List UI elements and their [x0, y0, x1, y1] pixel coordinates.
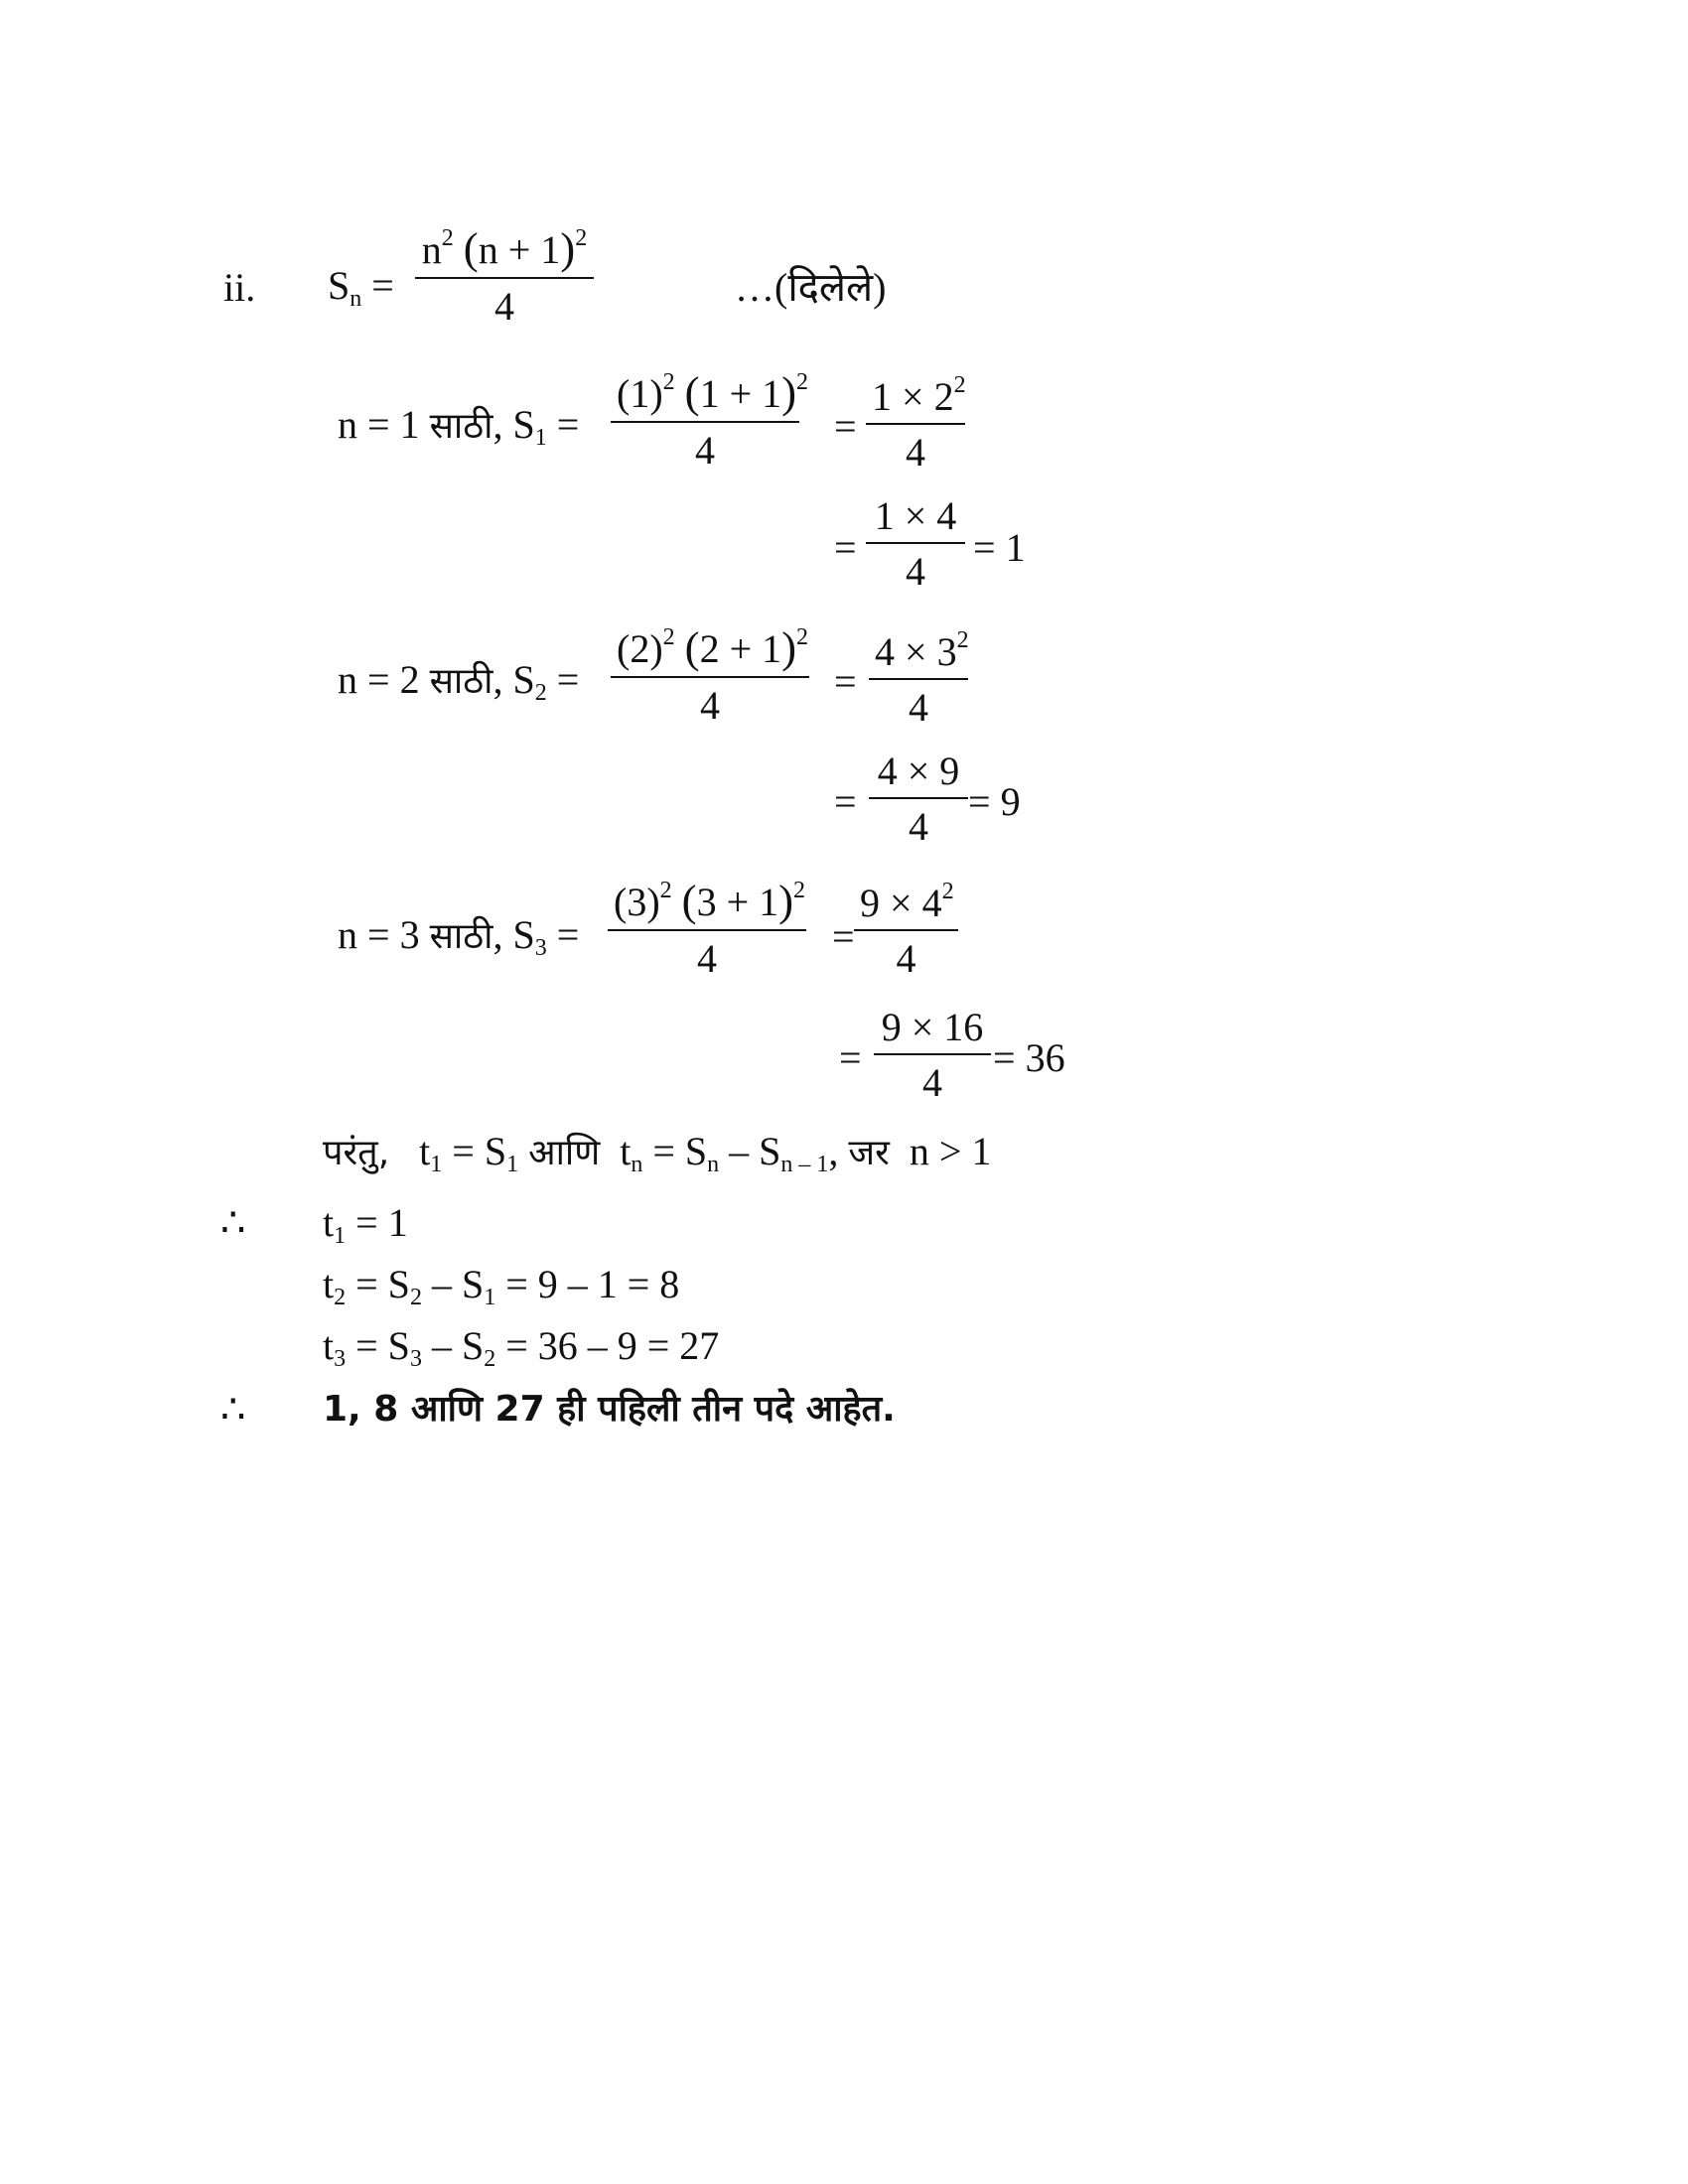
case-2-step2: $\frac{4 \times 9}{4}$: [869, 751, 968, 847]
case-2-fraction: $\frac{(2)^2 (2 + 1)^2}{4}$: [611, 625, 809, 726]
case-3-result: = 36: [993, 1035, 1065, 1080]
case-2-label: n = 2 साठी, $S_2$ =: [338, 657, 580, 707]
given-note: …(दिलेले): [735, 265, 887, 310]
term-1: $t_1 = 1$: [323, 1200, 408, 1250]
case-1-step2: $\frac{1 \times 4}{4}$: [866, 496, 965, 592]
sn-formula: $\frac{n^2 (n + 1)^2}{4}$: [415, 226, 594, 327]
term-3: $t_3 = S_3 - S_2 = 36 - 9 = 27$: [323, 1323, 720, 1373]
case-3-fraction: $\frac{(3)^2 (3 + 1)^2}{4}$: [608, 879, 806, 979]
case-3-step2: $\frac{9 \times 16}{4}$: [874, 1008, 991, 1103]
case-3-step: $\frac{9 \times 4^2}{4}$: [854, 884, 958, 979]
case-1-fraction: $\frac{(1)^2 (1 + 1)^2}{4}$: [611, 370, 799, 471]
case-1-label: n = 1 साठी, $S_1$ =: [338, 402, 580, 452]
case-2-step: $\frac{4 \times 3^2}{4}$: [869, 632, 968, 728]
item-label: ii.: [223, 265, 256, 310]
term-2: $t_2 = S_2 - S_1 = 9 - 1 = 8$: [323, 1262, 680, 1311]
conclusion: 1, 8 आणि 27 ही पहिली तीन पदे आहेत.: [323, 1389, 896, 1430]
case-1-step: $\frac{1 \times 2^2}{4}$: [866, 377, 965, 473]
therefore-symbol-2: ∴: [220, 1387, 246, 1432]
case-1-result: = 1: [973, 525, 1026, 570]
case-2-result: = 9: [968, 779, 1021, 824]
therefore-symbol-1: ∴: [220, 1200, 246, 1245]
case-3-label: n = 3 साठी, $S_3$ =: [338, 912, 580, 962]
sn-symbol: $S_n$ =: [328, 263, 394, 313]
relation-line: परंतु, $t_1 = S_1$ आणि $t_n = S_n - S_{n - 1}$, जर n > 1: [323, 1129, 992, 1178]
